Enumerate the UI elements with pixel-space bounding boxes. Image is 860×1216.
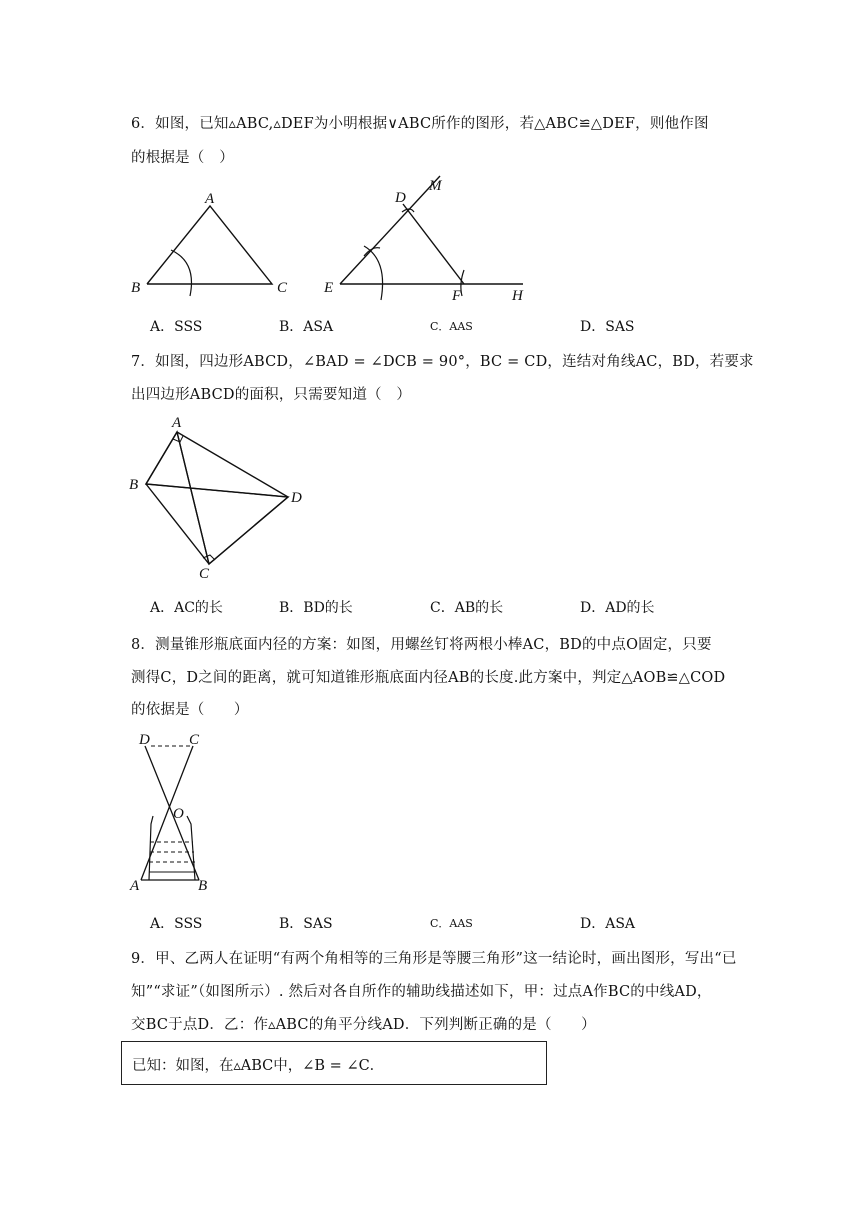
q7-figure-abcd <box>125 412 315 582</box>
q8-label-A: A <box>130 878 140 894</box>
q9-text-line2: 知”“求证”（如图所示）. 然后对各自所作的辅助线描述如下，甲：过点A作BC的中线AD， <box>131 984 712 1000</box>
q7-label-C: C <box>199 566 210 582</box>
q8-option-c: C．AAS <box>430 917 473 930</box>
q8-label-B: B <box>198 878 208 894</box>
q8-label-D: D <box>139 732 150 748</box>
q9-text-line1: 9．甲、乙两人在证明“有两个角相等的三角形是等腰三角形”这一结论时，画出图形，写出“已 <box>131 951 737 967</box>
q8-text-line2: 测得C，D之间的距离，就可知道锥形瓶底面内径AB的长度.此方案中，判定△AOB≌△COD <box>131 670 726 686</box>
q9-given-box <box>121 1041 547 1085</box>
q6-label-B: B <box>131 280 141 296</box>
q7-label-A: A <box>172 415 182 431</box>
q6-figure-abc <box>125 190 305 305</box>
q9-text-line3: 交BC于点D．乙：作▵ABC的角平分线AD．下列判断正确的是（ ） <box>131 1017 596 1033</box>
q6-text-line1: 6．如图，已知▵ABC,▵DEF为小明根据∨ABC所作的图形，若△ABC≌△DEF，则他作图 <box>131 116 709 132</box>
q7-option-d: D．AD的长 <box>580 600 655 616</box>
q6-label-D: D <box>395 190 406 206</box>
q7-label-D: D <box>291 490 302 506</box>
q6-label-E: E <box>324 280 334 296</box>
q8-text-line1: 8．测量锥形瓶底面内径的方案：如图，用螺丝钉将两根小棒AC，BD的中点O固定，只要 <box>131 637 712 653</box>
q8-option-d: D．ASA <box>580 916 636 932</box>
q7-text-line2: 出四边形ABCD的面积，只需要知道（ ） <box>131 387 412 403</box>
q6-option-b: B．ASA <box>279 319 334 335</box>
q8-option-a: A．SSS <box>150 916 203 932</box>
q6-label-A: A <box>205 191 215 207</box>
q6-text-line2: 的根据是（ ） <box>131 150 234 166</box>
q9-given-text: 已知：如图，在▵ABC中，∠B = ∠C． <box>132 1058 385 1074</box>
q6-label-M: M <box>429 178 442 194</box>
q8-option-b: B．SAS <box>279 916 333 932</box>
q7-option-b: B．BD的长 <box>279 600 353 616</box>
q8-label-O: O <box>173 806 184 822</box>
q8-label-C: C <box>189 732 200 748</box>
q7-text-line1: 7．如图，四边形ABCD，∠BAD = ∠DCB = 90°，BC = CD，连结对角线AC，BD，若要求 <box>131 354 754 370</box>
q7-option-a: A．AC的长 <box>150 600 223 616</box>
q6-label-C: C <box>277 280 288 296</box>
q8-text-line3: 的依据是（ ） <box>131 702 249 718</box>
q6-option-c: C．AAS <box>430 320 473 333</box>
q8-figure-flask <box>125 728 225 896</box>
q6-figure-def <box>318 172 538 307</box>
q7-option-c: C．AB的长 <box>430 600 504 616</box>
q6-option-a: A．SSS <box>150 319 203 335</box>
q6-label-F: F <box>452 288 462 304</box>
q6-label-H: H <box>512 288 523 304</box>
q6-option-d: D．SAS <box>580 319 635 335</box>
q7-label-B: B <box>129 477 139 493</box>
